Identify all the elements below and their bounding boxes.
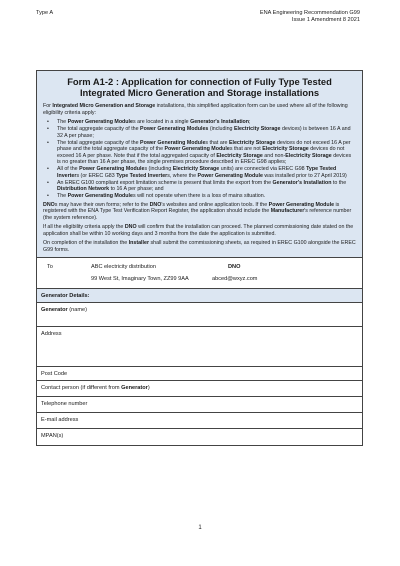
criterion-item: • An EREC G100 compliant export limitation scheme is present that limits the export from the Generator's Installation to the Distribution Network to 16 A per phase; and (43, 180, 356, 193)
completion-note: On completion of the installation the Installer shall submit the commissioning sheets, as required in EREC G100 alongside the EREC G99 forms. (43, 240, 356, 253)
page-number: 1 (198, 525, 202, 531)
header-left: Type A (36, 10, 54, 16)
contact-person-field[interactable]: Contact person (if different from Generator) (37, 381, 362, 397)
generator-details-heading: Generator Details: (37, 289, 362, 303)
post-code-field[interactable]: Post Code (37, 367, 362, 381)
generator-name-field[interactable]: Generator (name) (37, 303, 362, 327)
dno-forms-note: DNOs may have their own forms; refer to the DNO's websites and online application tools. If the Power Generating Module is registered with the ENA Type Test Verification Report Register, the application should include the Manufacturer's reference number (the system reference). (43, 201, 352, 221)
form-intro (37, 71, 362, 258)
form-title: Form A1-2 : Application for connection of Fully Type Tested Integrated Micro Generation and Storage installations (67, 76, 332, 98)
recipient-address: 99 West St, Imaginary Town, ZZ99 9AA (91, 276, 189, 283)
recipient-email: abced@wxyz.com (212, 276, 258, 283)
to-label: To (47, 264, 53, 271)
recipient-name: ABC electricity distribution (91, 264, 156, 271)
confirmation-note: If all the eligibility criteria apply the DNO will confirm that the installation can proceed. The planned commissioning date stated on the application shall be within 10 working days and 3 months from the date the application is submitted. (43, 224, 354, 237)
criterion-item: • The total aggregate capacity of the Power Generating Modules that are Electricity Storage devices do not exceed 16 A per phase and the total aggregate capacity of the Power Generating Modules that are not Electricity Storage devices do not exceed 16 A per phase. Note that if the total aggregated capacity of Electricity Storage and non-Electricity Storage devices is no greater than 16 A per phase, the single premises procedure described in EREC G98 applies; (43, 140, 356, 166)
criterion-item: • All of the Power Generating Modules (including Electricity Storage units) are connected via EREC G98 Type Tested Inverters (or EREC G83 Type Tested Inverters, where the Power Generating Module was installed prior to 27 April 2019) (43, 166, 356, 179)
header-right (260, 10, 360, 24)
mpan-field[interactable]: MPAN(s) (41, 433, 64, 440)
criterion-item: • The Power Generating Modules are located in a single Generator's Installation; (43, 119, 356, 126)
application-form (36, 70, 363, 446)
intro-paragraph: For Integrated Micro Generation and Storage installations, this simplified application form can be used where all of the following eligibility criteria apply: (43, 103, 348, 116)
standard-name: ENA Engineering Recommendation G99 (259, 10, 360, 16)
criterion-item: • The Power Generating Modules will not operate when there is a loss of mains situation. (43, 193, 356, 200)
eligibility-criteria-list (43, 119, 356, 200)
address-field[interactable]: Address (37, 327, 362, 367)
dno-label: DNO (228, 264, 241, 271)
recipient-block (37, 258, 362, 289)
issue-info: Issue 1 Amendment 8 2021 (291, 17, 360, 23)
email-field[interactable]: E-mail address (37, 413, 362, 429)
telephone-field[interactable]: Telephone number (37, 397, 362, 413)
criterion-item: • The total aggregate capacity of the Power Generating Modules (including Electricity Storage devices) is between 16 A and 32 A per phase; (43, 126, 356, 139)
